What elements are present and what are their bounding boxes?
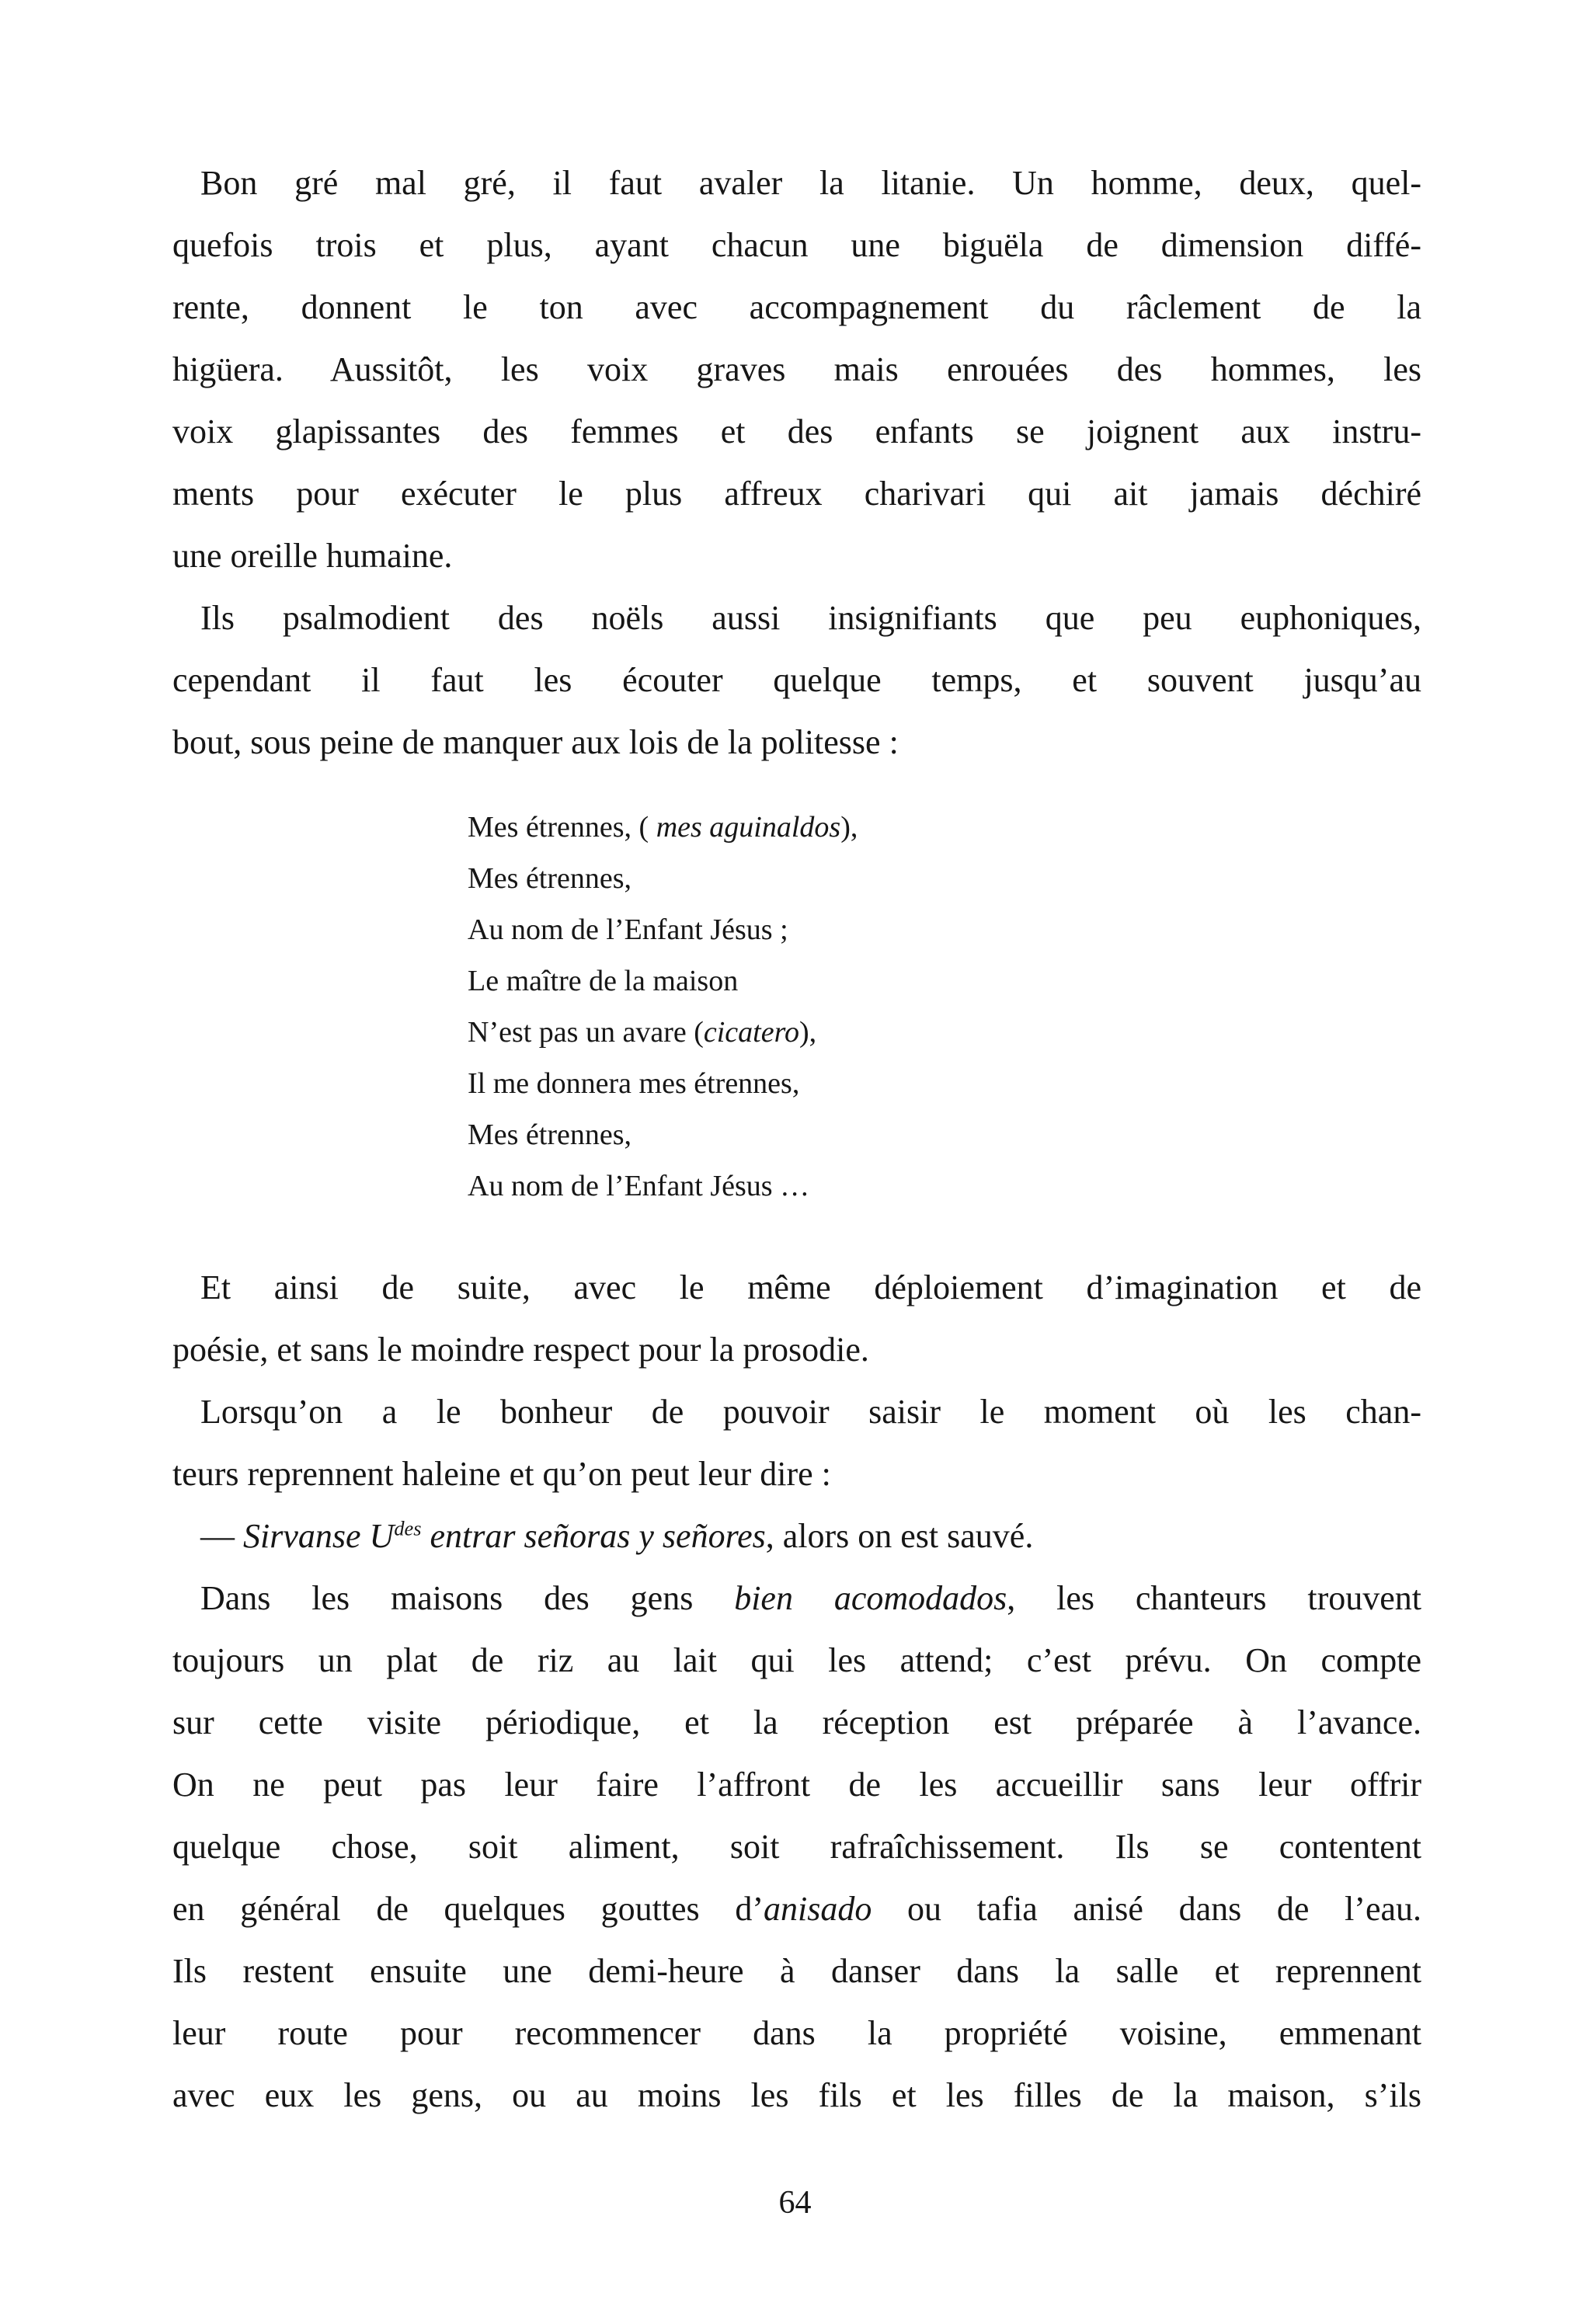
paragraph <box>172 1381 1421 1505</box>
text-segment: Au nom de l’Enfant Jésus … <box>468 1170 810 1202</box>
text-segment: Le maître de la maison <box>468 965 739 997</box>
italic-text-segment: cicatero <box>703 1016 799 1049</box>
text-segment: Bon gré mal gré, il faut avaler la litanie. Un homme, deux, quel- <box>200 164 1421 202</box>
paragraph <box>172 1505 1421 1567</box>
text-line <box>172 277 1421 339</box>
italic-text-segment: des <box>394 1516 422 1540</box>
text-line <box>172 1381 1421 1443</box>
text-line <box>172 587 1421 649</box>
text-line <box>172 1505 1421 1567</box>
text-segment: N’est pas un avare ( <box>468 1016 704 1049</box>
text-body <box>172 152 1421 2127</box>
italic-text-segment: mes aguinaldos <box>656 811 841 844</box>
text-segment: ), <box>798 1016 817 1049</box>
text-line <box>172 1692 1421 1754</box>
text-segment: higüera. Aussitôt, les voix graves mais enrouées des hommes, les <box>172 350 1421 388</box>
page-number: 64 <box>778 2185 812 2221</box>
text-segment: Ils restent ensuite une demi-heure à danser dans la salle et reprennent <box>172 1952 1421 1990</box>
text-segment: Mes étrennes, <box>468 862 632 895</box>
italic-text-segment: bien acomodados <box>734 1579 1007 1617</box>
text-segment: Dans les maisons des gens <box>200 1579 735 1617</box>
text-line <box>468 1160 1421 1212</box>
text-segment: cependant il faut les écouter quelque temps, et souvent jusqu’au <box>172 661 1421 699</box>
text-line <box>172 2002 1421 2065</box>
text-segment: toujours un plat de riz au lait qui les attend; c’est prévu. On compte <box>172 1641 1421 1679</box>
text-segment: quefois trois et plus, ayant chacun une biguëla de dimension diffé- <box>172 226 1421 264</box>
text-line <box>172 339 1421 401</box>
text-line <box>172 649 1421 711</box>
text-line <box>468 904 1421 955</box>
italic-text-segment: entrar señoras y señores <box>421 1517 766 1555</box>
text-line <box>172 711 1421 774</box>
text-segment: Mes étrennes, ( <box>468 811 656 844</box>
text-line <box>468 1109 1421 1160</box>
text-line <box>172 2065 1421 2127</box>
text-line <box>172 1319 1421 1381</box>
text-segment: Lorsqu’on a le bonheur de pouvoir saisir le moment où les chan- <box>200 1393 1421 1431</box>
paragraph <box>172 1567 1421 2127</box>
text-line <box>172 152 1421 214</box>
text-line <box>172 401 1421 463</box>
text-segment: sur cette visite périodique, et la réception est préparée à l’avance. <box>172 1703 1421 1741</box>
text-line <box>172 1257 1421 1319</box>
text-segment: quelque chose, soit aliment, soit rafraîchissement. Ils se contentent <box>172 1828 1421 1866</box>
text-line <box>172 1754 1421 1816</box>
text-segment: Au nom de l’Enfant Jésus ; <box>468 913 788 946</box>
text-segment: en général de quelques gouttes d’ <box>172 1890 764 1928</box>
text-line <box>468 1007 1421 1058</box>
paragraph <box>172 152 1421 587</box>
text-line <box>172 463 1421 525</box>
text-line <box>172 1630 1421 1692</box>
text-segment: — <box>200 1517 243 1555</box>
text-segment: , les chanteurs trouvent <box>1007 1579 1421 1617</box>
text-line <box>468 955 1421 1007</box>
text-segment: Mes étrennes, <box>468 1119 632 1151</box>
text-segment: voix glapissantes des femmes et des enfants se joignent aux instru- <box>172 412 1421 451</box>
text-segment: On ne peut pas leur faire l’affront de les accueillir sans leur offrir <box>172 1766 1421 1804</box>
text-segment: leur route pour recommencer dans la propriété voisine, emmenant <box>172 2014 1421 2052</box>
text-line <box>172 1878 1421 1940</box>
text-segment: ou tafia anisé dans de l’eau. <box>872 1890 1422 1928</box>
text-segment: bout, sous peine de manquer aux lois de la politesse : <box>172 723 899 761</box>
text-line <box>468 1058 1421 1109</box>
italic-text-segment: anisado <box>764 1890 872 1928</box>
text-segment: une oreille humaine. <box>172 537 453 575</box>
text-segment: ments pour exécuter le plus affreux charivari qui ait jamais déchiré <box>172 475 1421 513</box>
text-segment: teurs reprennent haleine et qu’on peut leur dire : <box>172 1455 831 1493</box>
paragraph <box>172 587 1421 774</box>
text-line <box>468 853 1421 904</box>
text-segment: ), <box>840 811 858 844</box>
text-segment: poésie, et sans le moindre respect pour la prosodie. <box>172 1331 869 1369</box>
text-segment: Il me donnera mes étrennes, <box>468 1067 800 1100</box>
italic-text-segment: Sirvanse U <box>243 1517 395 1555</box>
verse-block <box>468 802 1421 1212</box>
text-line <box>172 525 1421 587</box>
text-line <box>172 1567 1421 1630</box>
text-segment: avec eux les gens, ou au moins les fils et les filles de la maison, s’ils <box>172 2076 1421 2114</box>
text-segment: Ils psalmodient des noëls aussi insignifiants que peu euphoniques, <box>200 599 1421 637</box>
text-line <box>468 802 1421 853</box>
text-line <box>172 214 1421 277</box>
text-segment: rente, donnent le ton avec accompagnement du râclement de la <box>172 288 1421 326</box>
paragraph <box>172 1257 1421 1381</box>
text-segment: , alors on est sauvé. <box>765 1517 1034 1555</box>
text-segment: Et ainsi de suite, avec le même déploiement d’imagination et de <box>200 1268 1421 1306</box>
text-line <box>172 1940 1421 2002</box>
text-line <box>172 1443 1421 1505</box>
text-line <box>172 1816 1421 1878</box>
